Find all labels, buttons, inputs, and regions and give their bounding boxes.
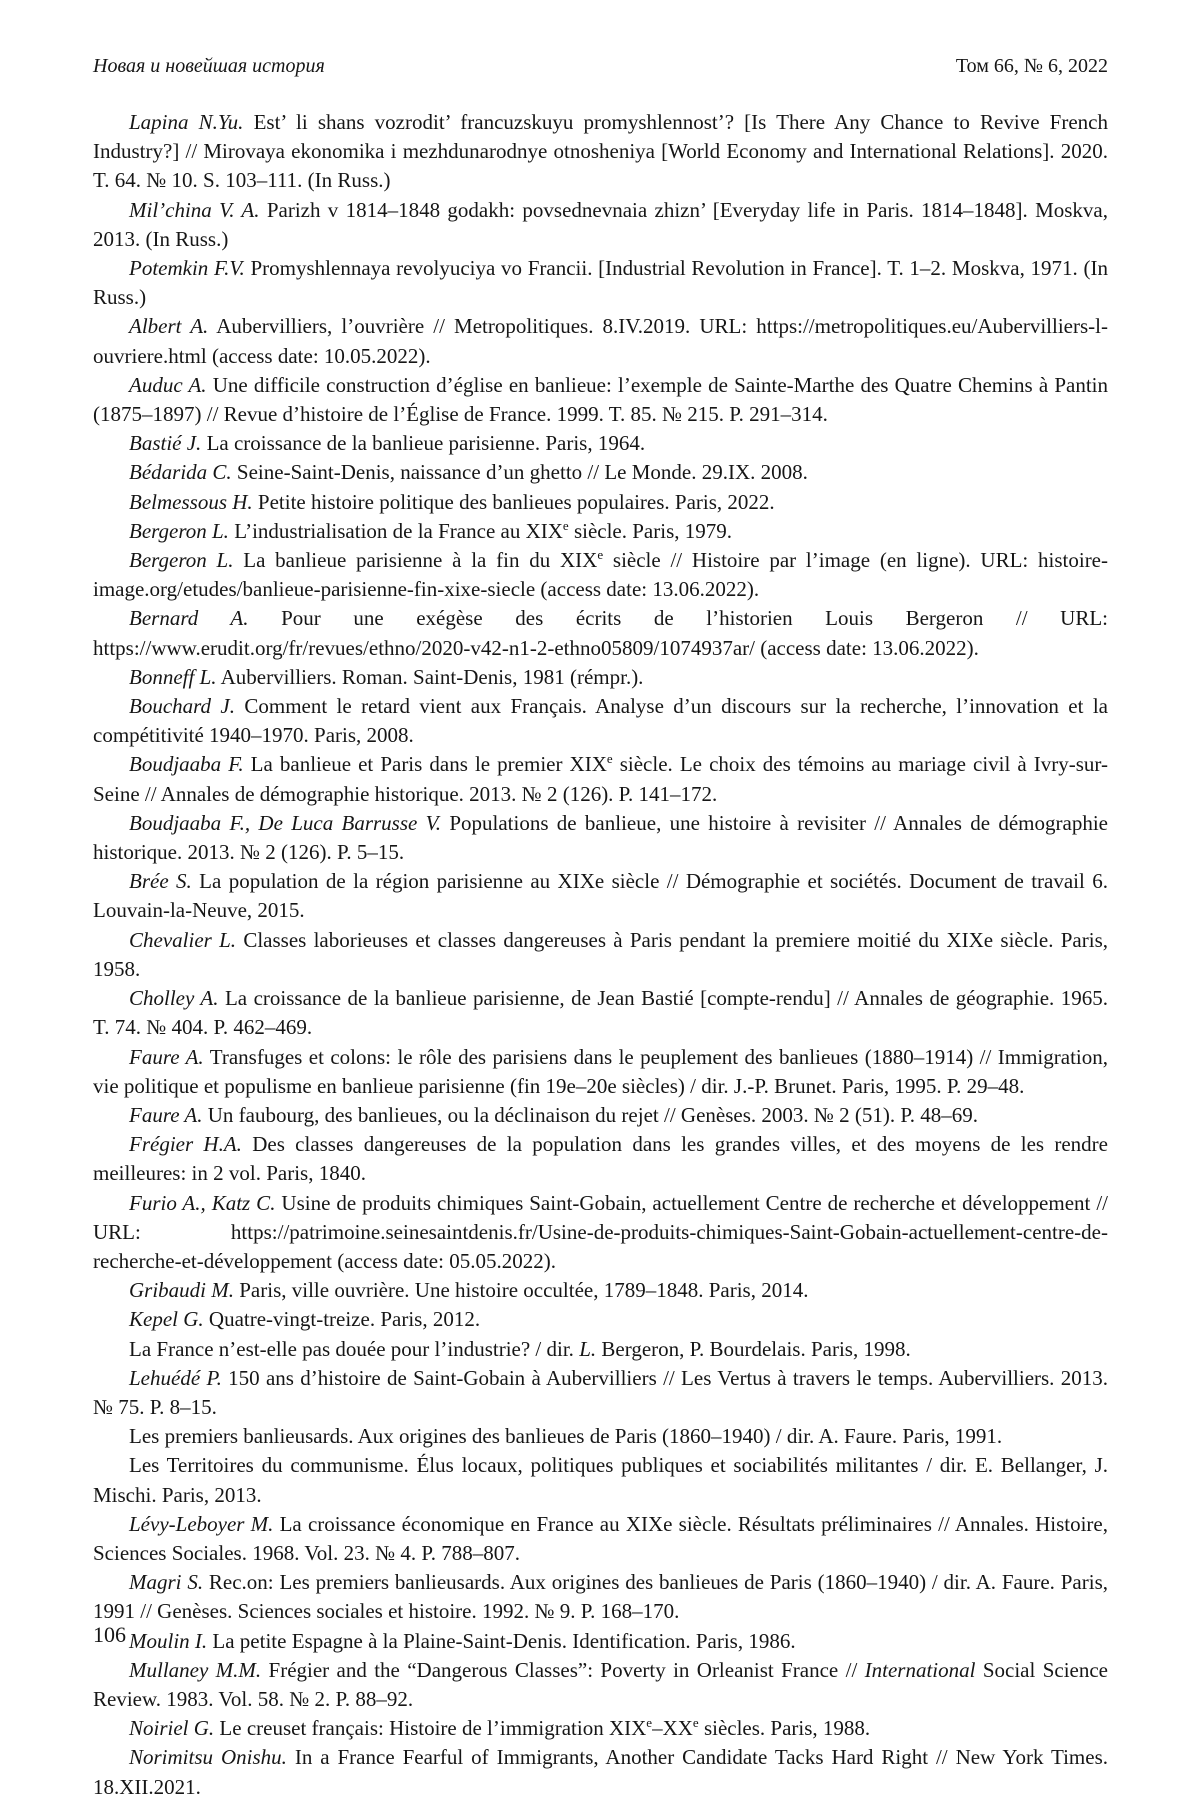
reference-item (93, 984, 1108, 1042)
reference-item (93, 429, 1108, 458)
issue-info: Том 66, № 6, 2022 (955, 55, 1108, 77)
reference-text: La banlieue parisienne à la fin du XIX (233, 548, 598, 573)
reference-item (93, 750, 1108, 808)
reference-item (93, 604, 1108, 662)
reference-item (93, 196, 1108, 254)
reference-text: Petite histoire politique des banlieues populaires. Paris, 2022. (252, 489, 775, 514)
reference-italic-text: Chevalier L. (129, 927, 237, 952)
reference-text: Est’ li shans vozrodit’ francuzskuyu promyshlennost’? [Is There Any Chance to Revive French Industry?] // Mirovaya ekonomika i mezhdunarodnye otnosheniya [World Economy and International Relations]. 2020. T. 64. № 10. S. 103–111. (In Russ.) (93, 110, 1108, 193)
reference-item (93, 1335, 1108, 1364)
reference-text: siècles. Paris, 1988. (698, 1716, 871, 1741)
page-number: 106 (93, 1622, 126, 1647)
reference-text: Pour une exégèse des écrits de l’historien Louis Bergeron // URL: https://www.erudit.org/fr/revues/ethno/2020-v42-n1-2-ethno05809/1074937ar/ (access date: 13.06.2022). (93, 606, 1108, 660)
reference-text: Populations de banlieue, une histoire à revisiter // Annales de démographie historique. 2013. № 2 (126). P. 5–15. (93, 810, 1108, 865)
reference-text: Parizh v 1814–1848 godakh: povsednevnaia zhizn’ [Everyday life in Paris. 1814–1848]. Moskva, 2013. (In Russ.) (93, 197, 1108, 251)
reference-text: siècle // Histoire par l’image (en ligne). URL: histoire-image.org/etudes/banlieue-parisienne-fin-xixe-siecle (access date: 13.06.2022). (93, 548, 1108, 602)
reference-text: La France n’est-elle pas douée pour l’industrie? / dir. (129, 1336, 580, 1361)
reference-superscript: e (562, 517, 569, 533)
reference-italic-text: Potemkin F.V. (129, 256, 245, 281)
reference-item (93, 1451, 1108, 1509)
reference-text: Promyshlennaya revolyuciya vo Francii. [Industrial Revolution in France]. T. 1–2. Moskva, 1971. (In Russ.) (93, 256, 1108, 310)
reference-item (93, 1189, 1108, 1277)
reference-italic-text: Cholley A. (129, 986, 219, 1011)
reference-italic-text: Faure A. (129, 1044, 204, 1069)
reference-italic-text: Belmessous H. (129, 489, 253, 514)
page-header (93, 54, 1108, 78)
reference-italic-text: Lévy-Leboyer M. (129, 1511, 274, 1536)
reference-italic-text: Lehuédé P. (129, 1365, 222, 1390)
reference-italic-text: Boudjaaba F., De Luca Barrusse V. (129, 810, 442, 835)
reference-item (93, 488, 1108, 517)
reference-italic-text: Mullaney M.M. (129, 1657, 262, 1682)
reference-item (93, 546, 1108, 604)
reference-superscript: e (606, 751, 613, 767)
reference-text: Un faubourg, des banlieues, ou la déclinaison du rejet // Genèses. 2003. № 2 (51). P. 48–69. (202, 1102, 979, 1127)
reference-italic-text: Kepel G. (129, 1307, 204, 1332)
reference-item (93, 1510, 1108, 1568)
reference-text: Des classes dangereuses de la population dans les grandes villes, et des moyens de les rendre meilleures: in 2 vol. Paris, 1840. (93, 1132, 1108, 1186)
reference-item (93, 254, 1108, 312)
reference-item (93, 1043, 1108, 1101)
reference-text: Social Science Review. 1983. Vol. 58. № 2. P. 88–92. (93, 1657, 1108, 1711)
reference-text: La petite Espagne à la Plaine-Saint-Denis. Identification. Paris, 1986. (207, 1628, 796, 1653)
reference-item (93, 867, 1108, 925)
reference-italic-text: Bernard A. (129, 606, 249, 631)
reference-italic-text: Moulin I. (129, 1628, 208, 1653)
reference-item (93, 1627, 1108, 1656)
reference-superscript: e (692, 1715, 699, 1731)
reference-item (93, 371, 1108, 429)
reference-italic-text: Bonneff L. (129, 664, 217, 689)
reference-italic-text: Bédarida C. (129, 460, 232, 485)
reference-text: Les Territoires du communisme. Élus locaux, politiques publiques et sociabilités militantes / dir. E. Bellanger, J. Mischi. Paris, 2013. (93, 1453, 1108, 1507)
reference-italic-text: Gribaudi M. (129, 1278, 234, 1303)
reference-text: Rec.on: Les premiers banlieusards. Aux origines des banlieues de Paris (1860–1940) / dir. A. Faure. Paris, 1991 // Genèses. Sciences sociales et histoire. 1992. № 9. P. 168–170. (93, 1570, 1108, 1624)
reference-italic-text: Norimitsu Onishu. (129, 1745, 287, 1770)
reference-list (93, 108, 1108, 1802)
reference-text: Transfuges et colons: le rôle des parisiens dans le peuplement des banlieues (1880–1914) // Immigration, vie politique et populisme en banlieue parisienne (fin 19e–20e siècles) / dir. J.-P. Brunet. Paris, 1995. P. 29–48. (93, 1044, 1108, 1098)
reference-item (93, 108, 1108, 196)
reference-item (93, 1422, 1108, 1451)
reference-italic-text: Furio A., Katz C. (129, 1190, 276, 1215)
reference-text: La banlieue et Paris dans le premier XIX (243, 752, 607, 777)
reference-text: Le creuset français: Histoire de l’immigration XIX (214, 1716, 647, 1741)
reference-italic-text: Bastié J. (129, 431, 202, 456)
reference-item (93, 663, 1108, 692)
reference-italic-text: Faure A. (129, 1102, 203, 1127)
reference-text: Une difficile construction d’église en banlieue: l’exemple de Sainte-Marthe des Quatre Chemins à Pantin (1875–1897) // Revue d’histoire de l’Église de France. 1999. T. 85. № 215. P. 291–314. (93, 372, 1108, 427)
reference-item (93, 312, 1108, 370)
reference-item (93, 926, 1108, 984)
reference-item (93, 1656, 1108, 1714)
reference-item (93, 1568, 1108, 1626)
reference-text: Bergeron, P. Bourdelais. Paris, 1998. (596, 1336, 911, 1361)
reference-text: Usine de produits chimiques Saint-Gobain, actuellement Centre de recherche et développement // URL: https://patrimoine.seinesaintdenis.fr/Usine-de-produits-chimiques-Saint-Gobain-actuellement-centre-de-recherche-et-développement (access date: 05.05.2022). (93, 1190, 1108, 1273)
reference-text: Les premiers banlieusards. Aux origines des banlieues de Paris (1860–1940) / dir. A. Faure. Paris, 1991. (129, 1424, 1003, 1449)
reference-italic-text: Auduc A. (129, 372, 207, 397)
reference-italic-text: Lapina N.Yu. (129, 110, 244, 134)
reference-text: La croissance économique en France au XIXe siècle. Résultats préliminaires // Annales. Histoire, Sciences Sociales. 1968. Vol. 23. № 4. P. 788–807. (93, 1511, 1108, 1565)
reference-text: L’industrialisation de la France au XIX (228, 518, 563, 543)
reference-italic-text: Frégier H.A. (129, 1132, 242, 1157)
reference-italic-text: Noiriel G. (129, 1716, 215, 1741)
reference-italic-text: International (864, 1657, 976, 1682)
reference-item (93, 692, 1108, 750)
reference-text: In a France Fearful of Immigrants, Another Candidate Tacks Hard Right // New York Times. 18.XII.2021. (93, 1745, 1108, 1799)
reference-italic-text: L. (579, 1336, 597, 1361)
reference-text: La population de la région parisienne au XIXe siècle // Démographie et sociétés. Document de travail 6. Louvain-la-Neuve, 2015. (93, 869, 1108, 923)
reference-item (93, 1101, 1108, 1130)
reference-item (93, 1276, 1108, 1305)
reference-text: Frégier and the “Dangerous Classes”: Poverty in Orleanist France // (261, 1657, 865, 1682)
reference-italic-text: Bouchard J. (129, 694, 235, 719)
reference-italic-text: Bergeron L. (129, 518, 229, 543)
reference-text: Seine-Saint-Denis, naissance d’un ghetto // Le Monde. 29.IX. 2008. (231, 460, 808, 485)
reference-text: Comment le retard vient aux Français. Analyse d’un discours sur la recherche, l’innovation et la compétitivité 1940–1970. Paris, 2008. (93, 694, 1108, 748)
reference-text: Classes laborieuses et classes dangereuses à Paris pendant la premiere moitié du XIXe siècle. Paris, 1958. (93, 927, 1108, 981)
reference-italic-text: Albert A. (129, 314, 209, 339)
reference-item (93, 517, 1108, 546)
reference-text: Quatre-vingt-treize. Paris, 2012. (203, 1307, 481, 1332)
reference-text: Aubervilliers, l’ouvrière // Metropolitiques. 8.IV.2019. URL: https://metropolitiques.eu/Aubervilliers-l-ouvriere.html (access date: 10.05.2022). (93, 314, 1108, 368)
reference-text: Aubervilliers. Roman. Saint-Denis, 1981 (rémpr.). (216, 664, 644, 689)
reference-italic-text: Magri S. (129, 1570, 204, 1595)
reference-item (93, 1743, 1108, 1801)
reference-superscript: e (597, 547, 604, 563)
reference-text: La croissance de la banlieue parisienne, de Jean Bastié [compte-rendu] // Annales de géographie. 1965. T. 74. № 404. P. 462–469. (93, 986, 1109, 1040)
reference-italic-text: Bergeron L. (129, 548, 234, 573)
reference-item (93, 1714, 1108, 1743)
reference-item (93, 1364, 1108, 1422)
reference-item (93, 1130, 1108, 1188)
reference-superscript: e (646, 1715, 653, 1731)
reference-text: 150 ans d’histoire de Saint-Gobain à Aubervilliers // Les Vertus à travers le temps. Aubervilliers. 2013. № 75. P. 8–15. (93, 1365, 1108, 1419)
reference-text: Paris, ville ouvrière. Une histoire occultée, 1789–1848. Paris, 2014. (234, 1278, 809, 1303)
reference-text: La croissance de la banlieue parisienne. Paris, 1964. (201, 431, 646, 456)
reference-text: siècle. Paris, 1979. (568, 518, 733, 543)
reference-text: siècle. Le choix des témoins au mariage civil à Ivry-sur-Seine // Annales de démographie historique. 2013. № 2 (126). P. 141–172. (93, 752, 1108, 806)
reference-italic-text: Mil’china V. A. (129, 197, 260, 222)
reference-item (93, 809, 1108, 867)
journal-title: Новая и новейшая история (93, 55, 325, 77)
reference-item (93, 1305, 1108, 1334)
reference-italic-text: Brée S. (129, 869, 192, 894)
reference-text: –XX (652, 1716, 693, 1741)
reference-item (93, 458, 1108, 487)
reference-italic-text: Boudjaaba F. (129, 752, 244, 777)
